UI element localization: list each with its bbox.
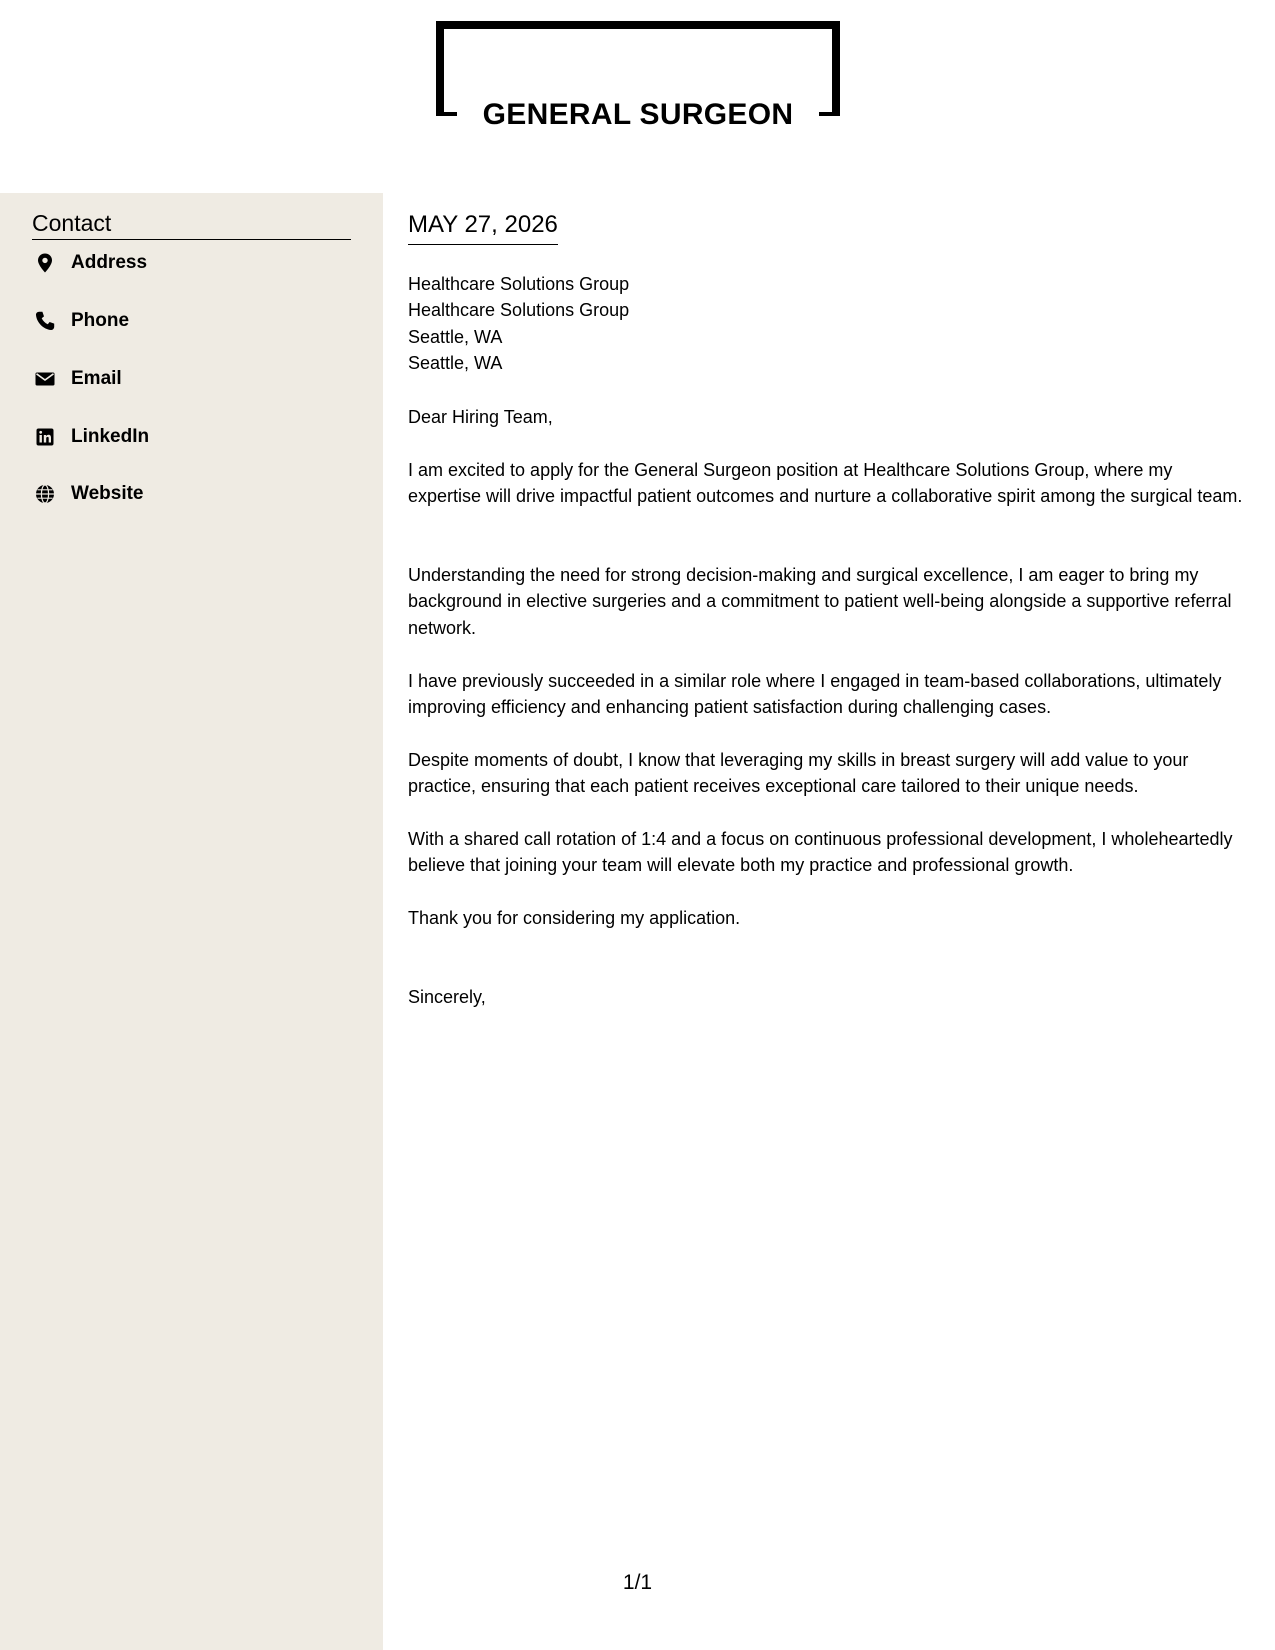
letter-date: MAY 27, 2026 xyxy=(408,210,558,245)
page-number: 1/1 xyxy=(622,1571,653,1594)
contact-item-label: Address xyxy=(71,252,148,273)
envelope-icon xyxy=(34,368,56,390)
map-pin-icon xyxy=(34,252,56,274)
contact-item-linkedin xyxy=(34,424,334,450)
recipient-line: Seattle, WA xyxy=(408,326,503,347)
recipient-line: Healthcare Solutions Group xyxy=(408,274,630,294)
globe-icon xyxy=(34,483,56,505)
contact-item-email xyxy=(34,366,334,392)
page-title: GENERAL SURGEON xyxy=(482,98,794,131)
paragraph: Understanding the need for strong decision-making and surgical excellence, I am eager to bring my background in elective surgeries and a commitment to patient well-being alongside a supportive referral network. xyxy=(408,565,1232,638)
contact-item-label: Email xyxy=(71,368,122,389)
salutation: Dear Hiring Team, xyxy=(408,407,553,427)
contact-item-phone xyxy=(34,308,334,334)
linkedin-icon xyxy=(34,426,56,448)
paragraph: Thank you for considering my application. xyxy=(408,908,741,928)
paragraph: Despite moments of doubt, I know that leveraging my skills in breast surgery will add value to your practice, ensuring that each patient receives exceptional care tailored to their unique needs. xyxy=(408,750,1189,797)
title-frame xyxy=(436,21,840,131)
contact-item-label: Website xyxy=(71,483,144,504)
paragraph: I have previously succeeded in a similar role where I engaged in team-based collaborations, ultimately improving efficiency and enhancing patient satisfaction during challenging cases. xyxy=(408,671,1222,718)
contact-heading: Contact xyxy=(32,209,351,240)
phone-icon xyxy=(34,310,56,332)
recipient-block xyxy=(408,271,629,376)
recipient-line: Healthcare Solutions Group xyxy=(408,300,630,321)
contact-item-website xyxy=(34,481,334,507)
contact-item-address xyxy=(34,250,334,276)
sidebar xyxy=(0,193,383,1650)
closing: Sincerely, xyxy=(408,987,486,1007)
contact-item-label: LinkedIn xyxy=(71,426,150,447)
recipient-line: Seattle, WA xyxy=(408,352,503,373)
paragraph: With a shared call rotation of 1:4 and a focus on continuous professional development, I wholeheartedly believe that joining your team will elevate both my practice and professional growth. xyxy=(408,829,1233,876)
contact-item-label: Phone xyxy=(71,310,130,331)
paragraph: I am excited to apply for the General Surgeon position at Healthcare Solutions Group, where my expertise will drive impactful patient outcomes and nurture a collaborative spirit among the surgical team. xyxy=(408,460,1243,507)
